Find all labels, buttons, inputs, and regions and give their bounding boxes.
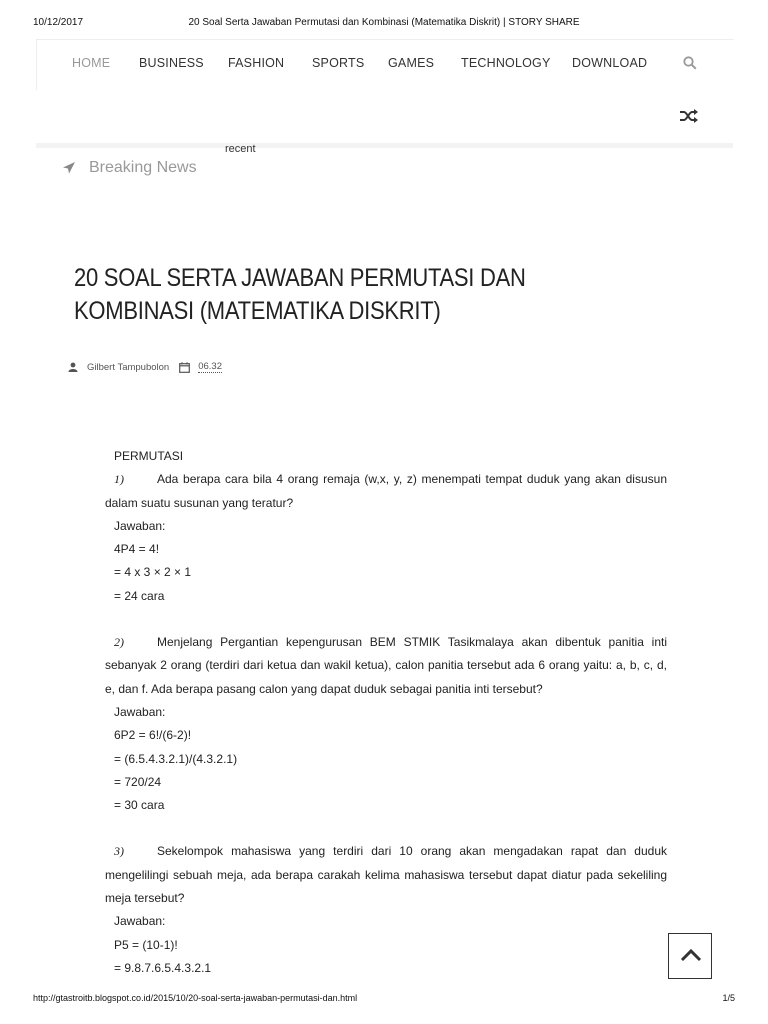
answer-line: Jawaban: [114,518,166,533]
question-number: 2) [114,635,124,650]
rocket-icon [62,161,76,175]
answer-line: = (6.5.4.3.2.1)/(4.3.2.1) [114,751,238,766]
section-heading: PERMUTASI [114,449,184,463]
print-url: http://gtastroitb.blogspot.co.id/2015/10/20-soal-serta-jawaban-permutasi-dan.html [33,993,358,1003]
answer-line: Jawaban: [114,914,166,929]
ticker-divider [36,143,733,148]
print-title: 20 Soal Serta Jawaban Permutasi dan Kombinasi (Matematika Diskrit) | STORY SHARE [188,17,580,28]
answer-line: P5 = (10-1)! [114,937,178,952]
search-icon[interactable] [683,56,699,72]
answer-line: = 720/24 [114,774,162,789]
nav-download[interactable]: DOWNLOAD [572,56,648,70]
question-2 [105,631,667,701]
answer-line: = 30 cara [114,798,165,813]
post-meta [68,361,222,373]
print-header [0,17,768,31]
answer-line: 4P4 = 4! [114,542,160,557]
question-text: Menjelang Pergantian kepengurusan BEM STMIK Tasikmalaya akan dibentuk panitia inti sebanyak 2 orang (terdiri dari ketua dan wakil ketua), calon panitia tersebut ada 6 orang yaitu: a, b, c, d, e, dan f. Ada berapa pasang calon yang dapat duduk sebagai panitia inti tersebut? [105,635,667,696]
answer-line: = 24 cara [114,588,165,603]
question-number: 1) [114,472,124,487]
breaking-news[interactable] [62,159,197,177]
article-body [105,445,667,980]
nav-games[interactable]: GAMES [388,56,435,70]
recent-label: recent [225,143,256,155]
print-page-number: 1/5 [722,993,735,1003]
print-date: 10/12/2017 [33,17,84,28]
nav-sports[interactable]: SPORTS [312,56,365,70]
user-icon [68,362,78,372]
question-text: Sekelompok mahasiswa yang terdiri dari 10 orang akan mengadakan rapat dan duduk mengelilingi sebuah meja, ada berapa carakah kelima mahasiswa tersebut dapat diatur pada sekeliling meja tersebut? [105,844,667,906]
question-1 [105,468,667,515]
nav-business[interactable]: BUSINESS [139,56,204,70]
top-navigation [36,39,734,90]
question-text: Ada berapa cara bila 4 orang remaja (w,x, y, z) menempati tempat duduk yang akan disusun dalam suatu susunan yang teratur? [105,472,667,510]
answer-line: 6P2 = 6!/(6-2)! [114,728,192,743]
question-number: 3) [114,844,124,859]
calendar-icon [179,362,190,373]
answer-line: Jawaban: [114,704,166,719]
nav-technology[interactable]: TECHNOLOGY [461,56,551,70]
answer-line: = 4 x 3 × 2 × 1 [114,565,192,580]
question-3 [105,840,667,910]
post-time-link[interactable]: 06.32 [198,361,222,372]
nav-home[interactable]: HOME [72,56,111,70]
breaking-news-label: Breaking News [89,159,197,176]
author-link[interactable]: Gilbert Tampubolon [87,361,170,373]
nav-fashion[interactable]: FASHION [228,56,285,70]
answer-line: = 9.8.7.6.5.4.3.2.1 [114,960,212,975]
shuffle-icon[interactable] [679,108,699,126]
spacer [105,817,667,840]
post-title: 20 SOAL SERTA JAWABAN PERMUTASI DAN KOMBINASI (MATEMATIKA DISKRIT) [74,264,526,325]
spacer [105,608,667,631]
scroll-to-top-button[interactable] [668,933,712,979]
